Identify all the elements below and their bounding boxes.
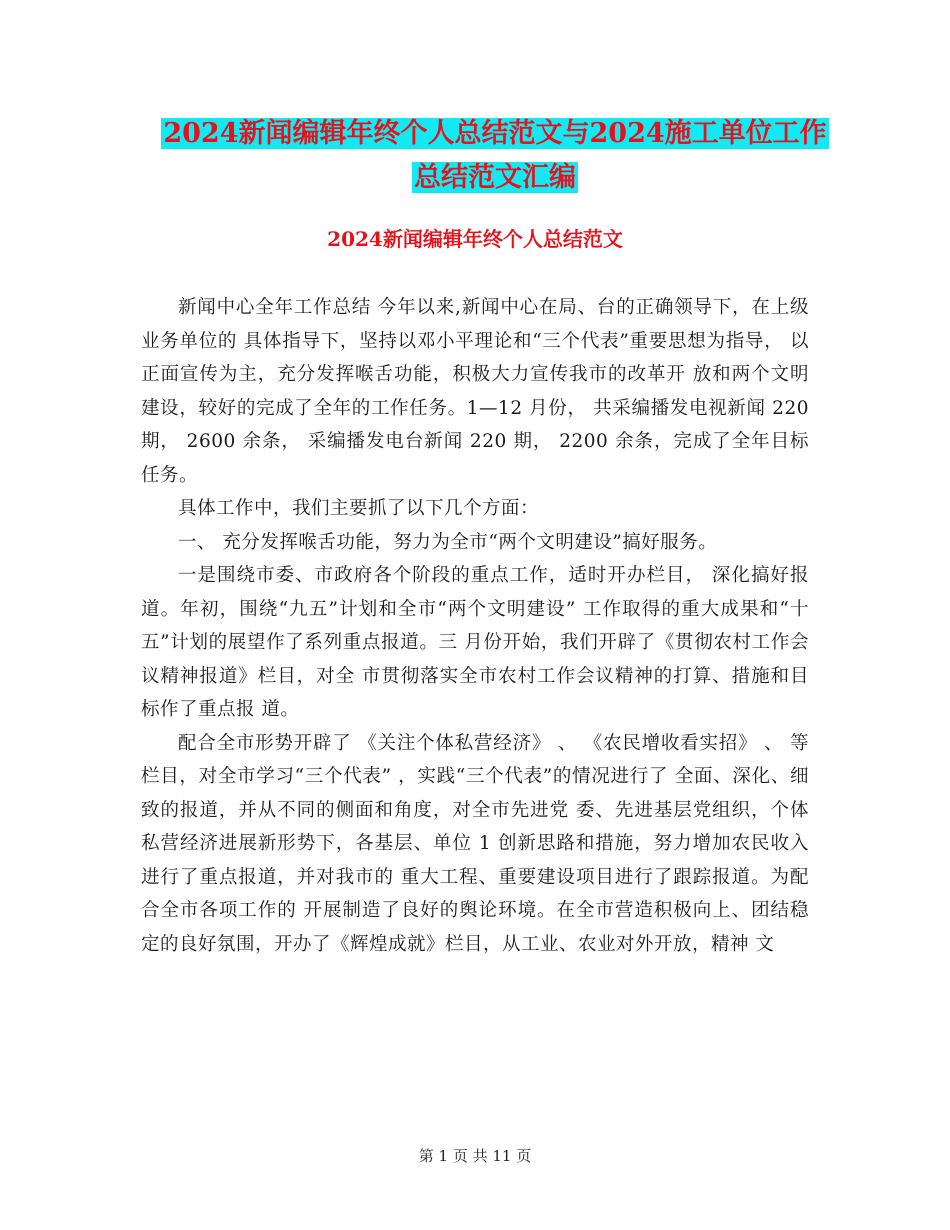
title-highlight-2: 总结范文汇编: [414, 162, 576, 193]
paragraph-5: 配合全市形势开辟了 《关注个体私营经济》 、 《农民增收看实招》 、 等栏目，对全市学习“三个代表” ，实践“三个代表”的情况进行了 全面、深化、细致的报道，并从不同的侧面和角度，对全市先进党 委、先进基层党组织，个体私营经济进展新形势下，各基层、单位 1 创新思路和措施，努力增加农民收入进行了重点报道，并对我市的 重大工程、重要建设项目进行了跟踪报道。为配合全市各项工作的 开展制造了良好的舆论环境。在全市营造积极向上、团结稳定的良好氛围，开办了《辉煌成就》栏目，从工业、农业对外开放，精神 文: [141, 732, 809, 955]
paragraph-4: 一是围绕市委、市政府各个阶段的重点工作，适时开办栏目， 深化搞好报道。年初，围绕“九五”计划和全市“两个文明建设” 工作取得的重大成果和“十五”计划的展望作了系列重点报道。三 月份开始，我们开辟了《贯彻农村工作会议精神报道》栏目，对全 市贯彻落实全市农村工作会议精神的打算、措施和目标作了重点报 道。: [141, 565, 809, 720]
title-highlight-1: 2024新闻编辑年终个人总结范文与2024施工单位工作: [163, 118, 827, 149]
document-title-line-2: [140, 156, 850, 200]
paragraph-1: 新闻中心全年工作总结 今年以来,新闻中心在局、台的正确领导下，在上级业务单位的 具体指导下，坚持以邓小平理论和“三个代表”重要思想为指导， 以正面宣传为主，充分发挥喉舌功能，积极大力宣传我市的改革开 放和两个文明建设，较好的完成了全年的工作任务。1—12 月份， 共采编播发电视新闻 220 期， 2600 余条， 采编播发电台新闻 220 期， 2200 余条，完成了全年目标任务。: [141, 297, 809, 486]
paragraph-2: 具体工作中，我们主要抓了以下几个方面：: [178, 498, 540, 519]
paragraph-3: 一、 充分发挥喉舌功能，努力为全市“两个文明建设”搞好服务。: [178, 531, 718, 553]
document-body: [141, 291, 809, 961]
page-footer: 第 1 页 共 11 页: [418, 1147, 532, 1165]
section-title: 2024新闻编辑年终个人总结范文: [327, 227, 623, 251]
document-title: [140, 112, 850, 200]
document-title-line-1: [140, 112, 850, 156]
